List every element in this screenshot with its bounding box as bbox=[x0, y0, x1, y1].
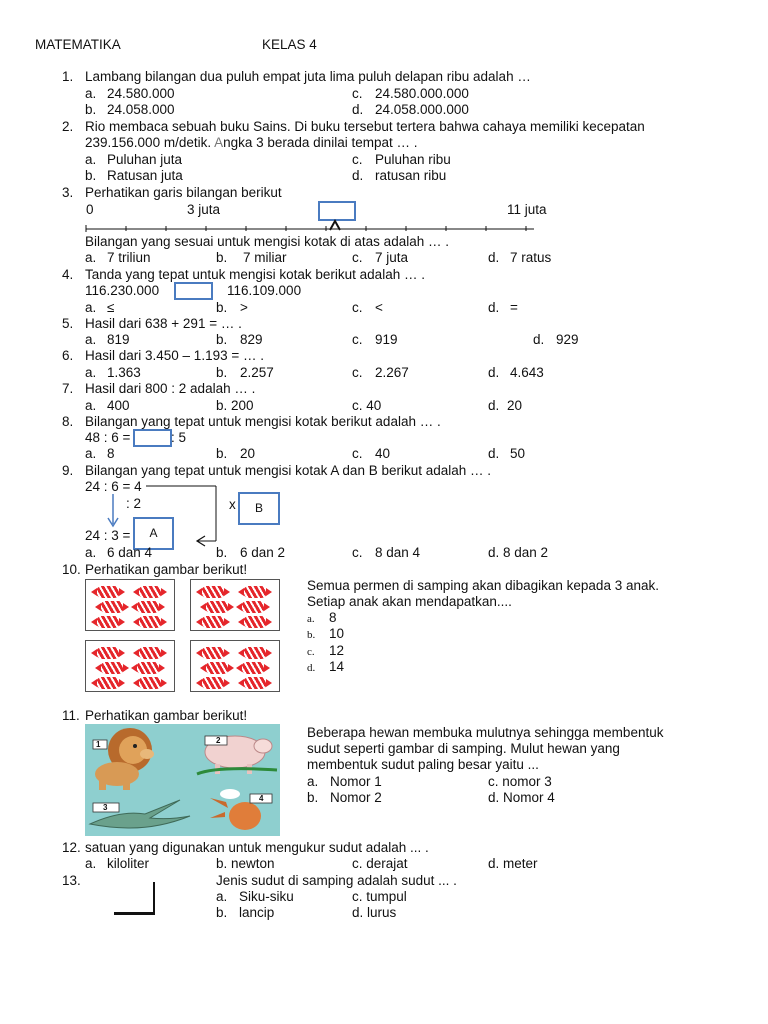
q9-option-c: 8 dan 4 bbox=[375, 545, 421, 560]
candy-panel-3 bbox=[85, 640, 175, 692]
q8-option-a: 8 bbox=[107, 446, 115, 461]
q10-option-c: 12 bbox=[329, 643, 345, 658]
q3-option-a: 7 triliun bbox=[107, 250, 151, 265]
q13-option-b-label: b. bbox=[216, 905, 228, 920]
q4-answer-box bbox=[174, 282, 213, 300]
candy-image bbox=[96, 647, 120, 659]
lion-icon bbox=[95, 728, 154, 790]
q5-text: Hasil dari 638 + 291 = … . bbox=[85, 316, 242, 331]
q1-text: Lambang bilangan dua puluh empat juta lima puluh delapan ribu adalah … bbox=[85, 69, 531, 84]
q2-option-a: Puluhan juta bbox=[107, 152, 183, 167]
q9-arrows bbox=[100, 480, 225, 550]
q9-option-b-label: b. bbox=[216, 545, 228, 560]
number-line bbox=[80, 218, 540, 234]
q7-option-d-label: d. bbox=[488, 398, 500, 413]
candy-image bbox=[138, 677, 162, 689]
q11-option-a-label: a. bbox=[307, 774, 319, 789]
q4-option-d-label: d. bbox=[488, 300, 500, 315]
q9-times-label: x bbox=[229, 497, 236, 512]
number-line-label-3-juta: 3 juta bbox=[187, 202, 221, 217]
q7-option-d: 20 bbox=[507, 398, 523, 413]
q4-text: Tanda yang tepat untuk mengisi kotak berikut adalah … . bbox=[85, 267, 425, 282]
candy-image bbox=[205, 662, 229, 674]
number-line-label-11-juta: 11 juta bbox=[507, 202, 547, 217]
q4-option-a-label: a. bbox=[85, 300, 97, 315]
candy-image bbox=[241, 601, 265, 613]
animals-illustration bbox=[85, 724, 280, 836]
q3-text-line2: Bilangan yang sesuai untuk mengisi kotak di atas adalah … . bbox=[85, 234, 449, 249]
q12-option-a: kiloliter bbox=[107, 856, 150, 871]
q4-left-number: 116.230.000 bbox=[85, 283, 160, 298]
candy-image bbox=[243, 616, 267, 628]
q7-option-a-label: a. bbox=[85, 398, 97, 413]
q11-text: Perhatikan gambar berikut! bbox=[85, 708, 248, 723]
q11-description-line2: sudut seperti gambar di samping. Mulut hewan yang bbox=[307, 741, 620, 756]
q1-option-d-label: d. bbox=[352, 102, 364, 117]
q5-option-c: 919 bbox=[375, 332, 398, 347]
q10-option-c-label: c. bbox=[307, 646, 315, 658]
candy-image bbox=[96, 616, 120, 628]
q1-option-b: 24.058.000 bbox=[107, 102, 175, 117]
candy-image bbox=[243, 677, 267, 689]
q8-option-b: 20 bbox=[240, 446, 256, 461]
q3-option-a-label: a. bbox=[85, 250, 97, 265]
candy-image bbox=[138, 647, 162, 659]
q6-option-a: 1.363 bbox=[107, 365, 141, 380]
q5-option-b: 829 bbox=[240, 332, 263, 347]
q9-option-a: 6 dan 4 bbox=[107, 545, 153, 560]
animal-label-2: 2 bbox=[216, 736, 221, 745]
subject-title: MATEMATIKA bbox=[35, 37, 121, 52]
q2-option-d-label: d. bbox=[352, 168, 364, 183]
animal-label-4: 4 bbox=[259, 794, 264, 803]
q4-right-number: 116.109.000 bbox=[227, 283, 302, 298]
angle-horizontal-ray bbox=[114, 912, 155, 915]
q5-option-a: 819 bbox=[107, 332, 130, 347]
animals-picture bbox=[85, 724, 280, 836]
q6-option-c: 2.267 bbox=[375, 365, 409, 380]
q3-option-d: 7 ratus bbox=[510, 250, 552, 265]
q8-answer-box bbox=[133, 429, 172, 447]
q1-option-c-label: c. bbox=[352, 86, 363, 101]
q4-option-c-label: c. bbox=[352, 300, 363, 315]
candy-image bbox=[201, 586, 225, 598]
q5-option-c-label: c. bbox=[352, 332, 363, 347]
q11-description-line3: membentuk sudut paling besar yaitu ... bbox=[307, 757, 539, 772]
q2-text: Rio membaca sebuah buku Sains. Di buku tersebut tertera bahwa cahaya memiliki kecepatan bbox=[85, 119, 645, 134]
q13-option-a: Siku-siku bbox=[239, 889, 294, 904]
q2-number: 2. bbox=[62, 119, 74, 134]
q3-option-b-label: b. bbox=[216, 250, 228, 265]
q13-option-b: lancip bbox=[239, 905, 275, 920]
q11-description-line1: Beberapa hewan membuka mulutnya sehingga membentuk bbox=[307, 725, 664, 740]
q9-option-d: d. 8 dan 2 bbox=[488, 545, 549, 560]
candy-image bbox=[100, 662, 124, 674]
q6-number: 6. bbox=[62, 348, 74, 363]
q12-option-c: c. derajat bbox=[352, 856, 408, 871]
number-line-label-0: 0 bbox=[86, 202, 94, 217]
candy-image bbox=[201, 677, 225, 689]
q11-option-c: c. nomor 3 bbox=[488, 774, 552, 789]
candy-panel-1 bbox=[85, 579, 175, 631]
q13-option-a-label: a. bbox=[216, 889, 228, 904]
q5-option-b-label: b. bbox=[216, 332, 228, 347]
q6-option-b: 2.257 bbox=[240, 365, 274, 380]
q7-option-b: b. 200 bbox=[216, 398, 254, 413]
candy-image bbox=[136, 601, 160, 613]
q8-option-c-label: c. bbox=[352, 446, 363, 461]
q6-option-d: 4.643 bbox=[510, 365, 544, 380]
q12-option-a-label: a. bbox=[85, 856, 97, 871]
candy-image bbox=[243, 586, 267, 598]
q12-text: satuan yang digunakan untuk mengukur sudut adalah ... . bbox=[85, 840, 429, 855]
q1-number: 1. bbox=[62, 69, 74, 84]
q3-option-d-label: d. bbox=[488, 250, 500, 265]
candy-image bbox=[100, 601, 124, 613]
candy-image bbox=[136, 662, 160, 674]
q2-option-d: ratusan ribu bbox=[375, 168, 447, 183]
q2-option-c: Puluhan ribu bbox=[375, 152, 451, 167]
q9-equation-1: 24 : 6 = 4 bbox=[85, 479, 142, 494]
q10-description-line1: Semua permen di samping akan dibagikan kepada 3 anak. bbox=[307, 578, 659, 593]
q1-option-a: 24.580.000 bbox=[107, 86, 175, 101]
candy-panel-4 bbox=[190, 640, 280, 692]
q7-text: Hasil dari 800 : 2 adalah … . bbox=[85, 381, 256, 396]
q2-option-c-label: c. bbox=[352, 152, 363, 167]
candy-image bbox=[201, 616, 225, 628]
q10-number: 10. bbox=[62, 562, 81, 577]
q8-right-expression: : 5 bbox=[171, 430, 187, 445]
q13-option-d: d. lurus bbox=[352, 905, 397, 920]
q4-option-a: ≤ bbox=[107, 300, 115, 315]
candy-image bbox=[96, 586, 120, 598]
q5-option-a-label: a. bbox=[85, 332, 97, 347]
q12-option-b: b. newton bbox=[216, 856, 275, 871]
q11-number: 11. bbox=[62, 708, 80, 723]
candy-panel-2 bbox=[190, 579, 280, 631]
q7-option-c: c. 40 bbox=[352, 398, 382, 413]
q11-option-d: d. Nomor 4 bbox=[488, 790, 555, 805]
q7-number: 7. bbox=[62, 381, 74, 396]
q9-equation-2: 24 : 3 = bbox=[85, 528, 131, 543]
candy-image bbox=[205, 601, 229, 613]
q5-option-d-label: d. bbox=[533, 332, 545, 347]
q1-option-a-label: a. bbox=[85, 86, 97, 101]
q13-text: Jenis sudut di samping adalah sudut ... . bbox=[216, 873, 457, 888]
q3-option-c-label: c. bbox=[352, 250, 363, 265]
q4-option-d: = bbox=[510, 300, 518, 315]
q9-text: Bilangan yang tepat untuk mengisi kotak A dan B berikut adalah … . bbox=[85, 463, 492, 478]
q11-option-a: Nomor 1 bbox=[330, 774, 382, 789]
q3-option-c: 7 juta bbox=[375, 250, 409, 265]
q2-option-b: Ratusan juta bbox=[107, 168, 183, 183]
q4-option-b-label: b. bbox=[216, 300, 228, 315]
q9-box-b: B bbox=[238, 492, 280, 525]
q10-option-a-label: a. bbox=[307, 613, 315, 625]
q8-option-d-label: d. bbox=[488, 446, 500, 461]
q6-option-b-label: b. bbox=[216, 365, 228, 380]
angle-vertical-ray bbox=[153, 882, 155, 914]
class-title: KELAS 4 bbox=[262, 37, 317, 52]
q6-option-c-label: c. bbox=[352, 365, 363, 380]
q11-option-b-label: b. bbox=[307, 790, 319, 805]
q6-option-a-label: a. bbox=[85, 365, 97, 380]
q10-option-d: 14 bbox=[329, 659, 345, 674]
q9-divide-label: : 2 bbox=[126, 496, 142, 511]
q8-option-d: 50 bbox=[510, 446, 526, 461]
q6-option-d-label: d. bbox=[488, 365, 500, 380]
q1-option-b-label: b. bbox=[85, 102, 97, 117]
q5-number: 5. bbox=[62, 316, 74, 331]
q10-text: Perhatikan gambar berikut! bbox=[85, 562, 248, 577]
q10-description-line2: Setiap anak akan mendapatkan.... bbox=[307, 594, 512, 609]
q3-text: Perhatikan garis bilangan berikut bbox=[85, 185, 282, 200]
candy-image bbox=[138, 616, 162, 628]
q9-option-a-label: a. bbox=[85, 545, 97, 560]
q2-option-a-label: a. bbox=[85, 152, 97, 167]
q9-box-a: A bbox=[133, 517, 174, 550]
q10-option-d-label: d. bbox=[307, 662, 316, 674]
candy-image bbox=[241, 662, 265, 674]
q1-option-c: 24.580.000.000 bbox=[375, 86, 469, 101]
q3-number: 3. bbox=[62, 185, 74, 200]
q2-text-line2: 239.156.000 m/detik. Angka 3 berada dinilai tempat … . bbox=[85, 135, 418, 150]
q8-left-expression: 48 : 6 = bbox=[85, 430, 131, 445]
q8-option-b-label: b. bbox=[216, 446, 228, 461]
q4-option-c: < bbox=[375, 300, 383, 315]
q5-option-d: 929 bbox=[556, 332, 579, 347]
q9-number: 9. bbox=[62, 463, 74, 478]
candy-image bbox=[96, 677, 120, 689]
q11-option-b: Nomor 2 bbox=[330, 790, 382, 805]
q8-text: Bilangan yang tepat untuk mengisi kotak berikut adalah … . bbox=[85, 414, 441, 429]
q4-number: 4. bbox=[62, 267, 74, 282]
q10-option-b-label: b. bbox=[307, 629, 316, 641]
q12-option-d: d. meter bbox=[488, 856, 538, 871]
q9-option-c-label: c. bbox=[352, 545, 363, 560]
q4-option-b: > bbox=[240, 300, 248, 315]
q13-option-c: c. tumpul bbox=[352, 889, 407, 904]
q2-option-b-label: b. bbox=[85, 168, 97, 183]
animal-label-3: 3 bbox=[103, 803, 108, 812]
candy-image bbox=[138, 586, 162, 598]
q8-option-c: 40 bbox=[375, 446, 391, 461]
q1-option-d: 24.058.000.000 bbox=[375, 102, 469, 117]
q7-option-a: 400 bbox=[107, 398, 130, 413]
q10-option-b: 10 bbox=[329, 626, 345, 641]
animal-label-1: 1 bbox=[96, 740, 101, 749]
q6-text: Hasil dari 3.450 – 1.193 = … . bbox=[85, 348, 264, 363]
q9-option-b: 6 dan 2 bbox=[240, 545, 286, 560]
q13-number: 13. bbox=[62, 873, 81, 888]
q3-option-b: 7 miliar bbox=[243, 250, 287, 265]
q8-number: 8. bbox=[62, 414, 74, 429]
q8-option-a-label: a. bbox=[85, 446, 97, 461]
candy-image bbox=[201, 647, 225, 659]
q12-number: 12. bbox=[62, 840, 81, 855]
candy-image bbox=[243, 647, 267, 659]
q10-option-a: 8 bbox=[329, 610, 337, 625]
